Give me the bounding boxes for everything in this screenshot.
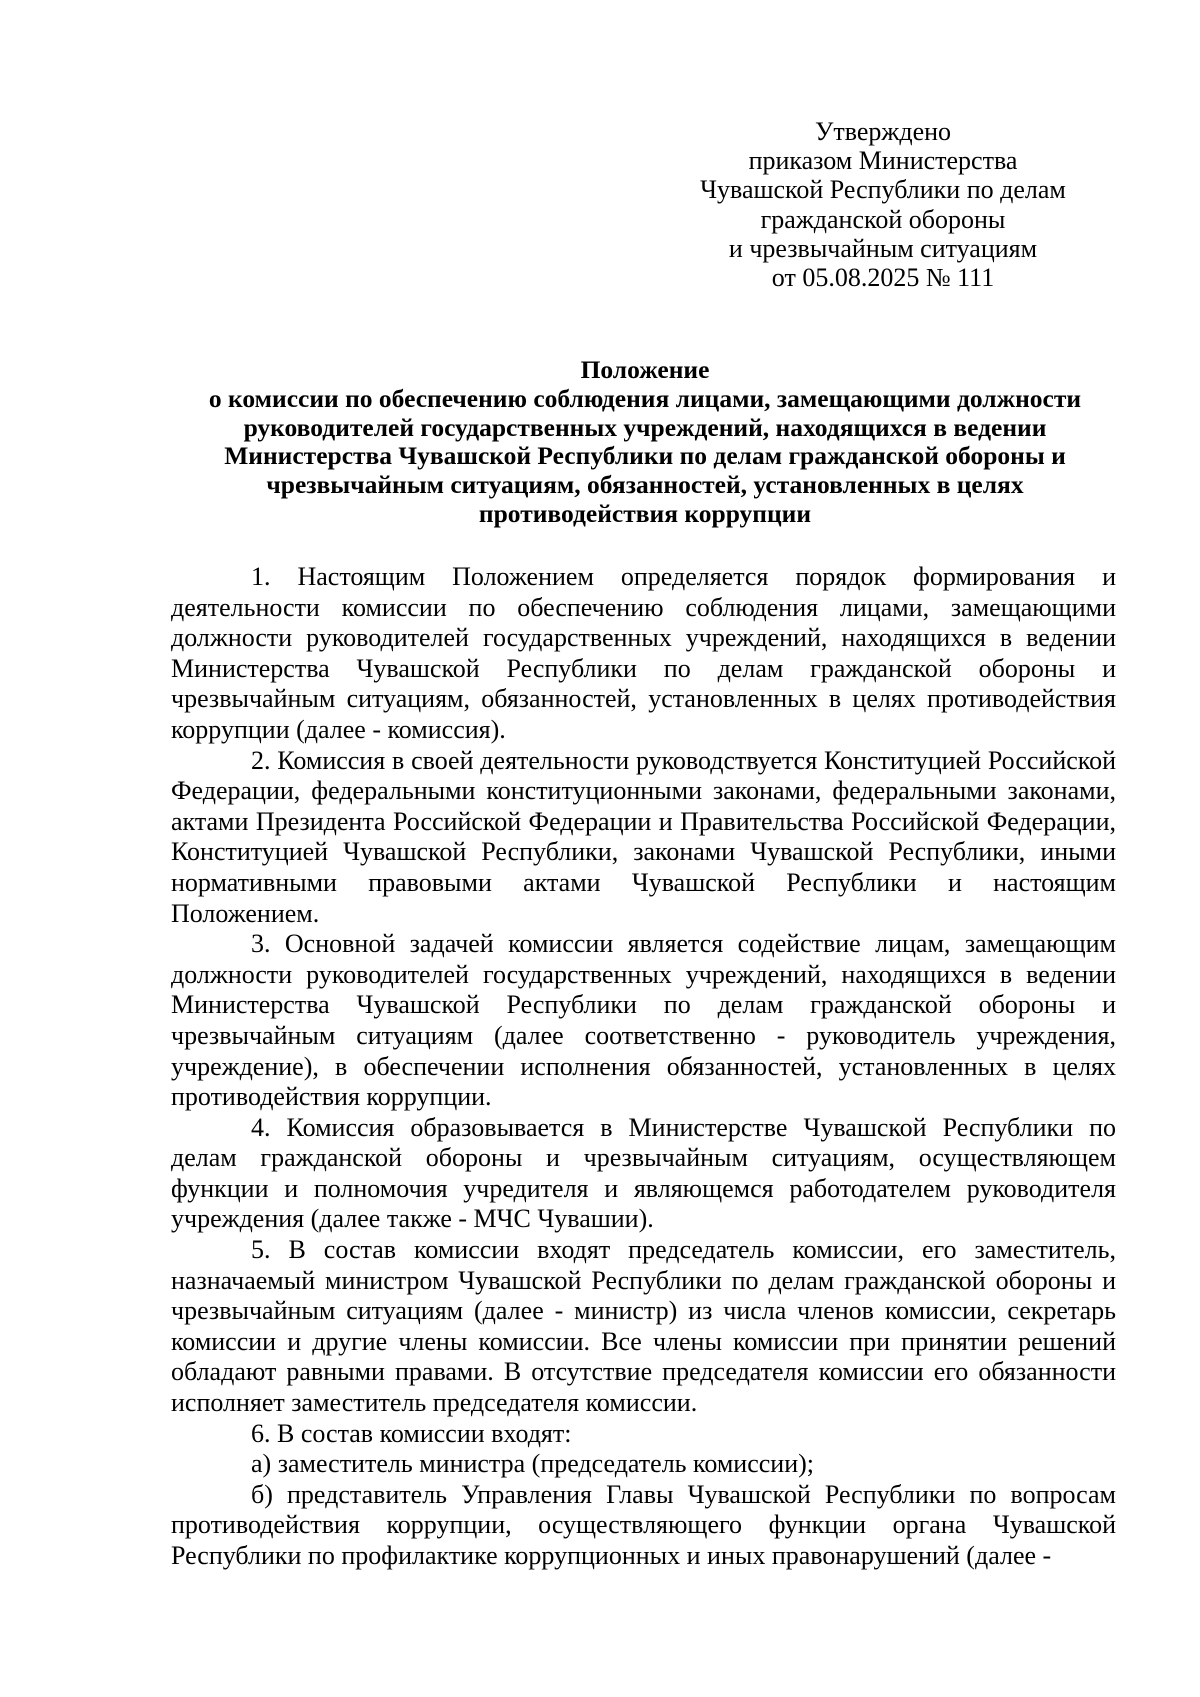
title-line: о комиссии по обеспечению соблюдения лицами, замещающими должности: [208, 383, 1082, 413]
paragraph-6: 6. В состав комиссии входят:: [251, 1418, 572, 1448]
paragraph-1: 1. Настоящим Положением определяется порядок формирования и деятельности комиссии по обеспечению соблюдения лицами, замещающими должности руководителей государственных учреждений, находящихся в ведении Министерства Чувашской Республики по делам гражданской обороны и чрезвычайным ситуациям, обязанностей, установленных в целях противодействия коррупции (далее - комиссия).: [171, 562, 1116, 744]
approval-line: приказом Министерства: [748, 146, 1018, 176]
paragraph-3: 3. Основной задачей комиссии является содействие лицам, замещающим должности руководителей государственных учреждений, находящихся в ведении Министерства Чувашской Республики по делам гражданской обороны и чрезвычайным ситуациям (далее соответственно - руководитель учреждения, учреждение), в обеспечении исполнения обязанностей, установленных в целях противодействия коррупции.: [171, 929, 1116, 1112]
document-body: [171, 562, 1116, 1572]
title-line: руководителей государственных учреждений, находящихся в ведении: [243, 412, 1047, 442]
document-title: [174, 356, 1116, 529]
title-line: чрезвычайным ситуациям, обязанностей, установленных в целях: [266, 470, 1024, 500]
title-line: противодействия коррупции: [478, 498, 812, 528]
paragraph-4: 4. Комиссия образовывается в Министерстве Чувашской Республики по делам гражданской обороны и чрезвычайным ситуациям, осуществляющем функции и полномочия учредителя и являющемся работодателем руководителя учреждения (далее также - МЧС Чувашии).: [171, 1112, 1116, 1234]
title-heading: Положение: [580, 355, 710, 384]
approval-line: от 05.08.2025 № 111: [771, 263, 995, 293]
approval-line: гражданской обороны: [760, 204, 1006, 234]
paragraph-5: 5. В состав комиссии входят председатель комиссии, его заместитель, назначаемый министром Чувашской Республики по делам гражданской обороны и чрезвычайным ситуациям (далее - министр) из числа членов комиссии, секретарь комиссии и другие члены комиссии. Все члены комиссии при принятии решений обладают равными правами. В отсутствие председателя комиссии его обязанности исполняет заместитель председателя комиссии.: [171, 1235, 1116, 1418]
approval-line: Чувашской Республики по делам: [700, 175, 1066, 205]
paragraph-2: 2. Комиссия в своей деятельности руководствуется Конституцией Российской Федерации, федеральными конституционными законами, федеральными законами, актами Президента Российской Федерации и Правительства Российской Федерации, Конституцией Чувашской Республики, законами Чувашской Республики, иными нормативными правовыми актами Чувашской Республики и настоящим Положением.: [171, 745, 1116, 928]
approval-line: Утверждено: [814, 117, 952, 146]
paragraph-6b: б) представитель Управления Главы Чувашской Республики по вопросам противодействия коррупции, осуществляющего функции органа Чувашской Республики по профилактике коррупционных и иных правонарушений (далее -: [171, 1479, 1116, 1570]
paragraph-6a: а) заместитель министра (председатель комиссии);: [251, 1449, 815, 1479]
approval-line: и чрезвычайным ситуациям: [728, 233, 1038, 263]
title-line: Министерства Чувашской Республики по делам гражданской обороны и: [224, 441, 1066, 471]
approval-stamp: [690, 117, 1076, 292]
